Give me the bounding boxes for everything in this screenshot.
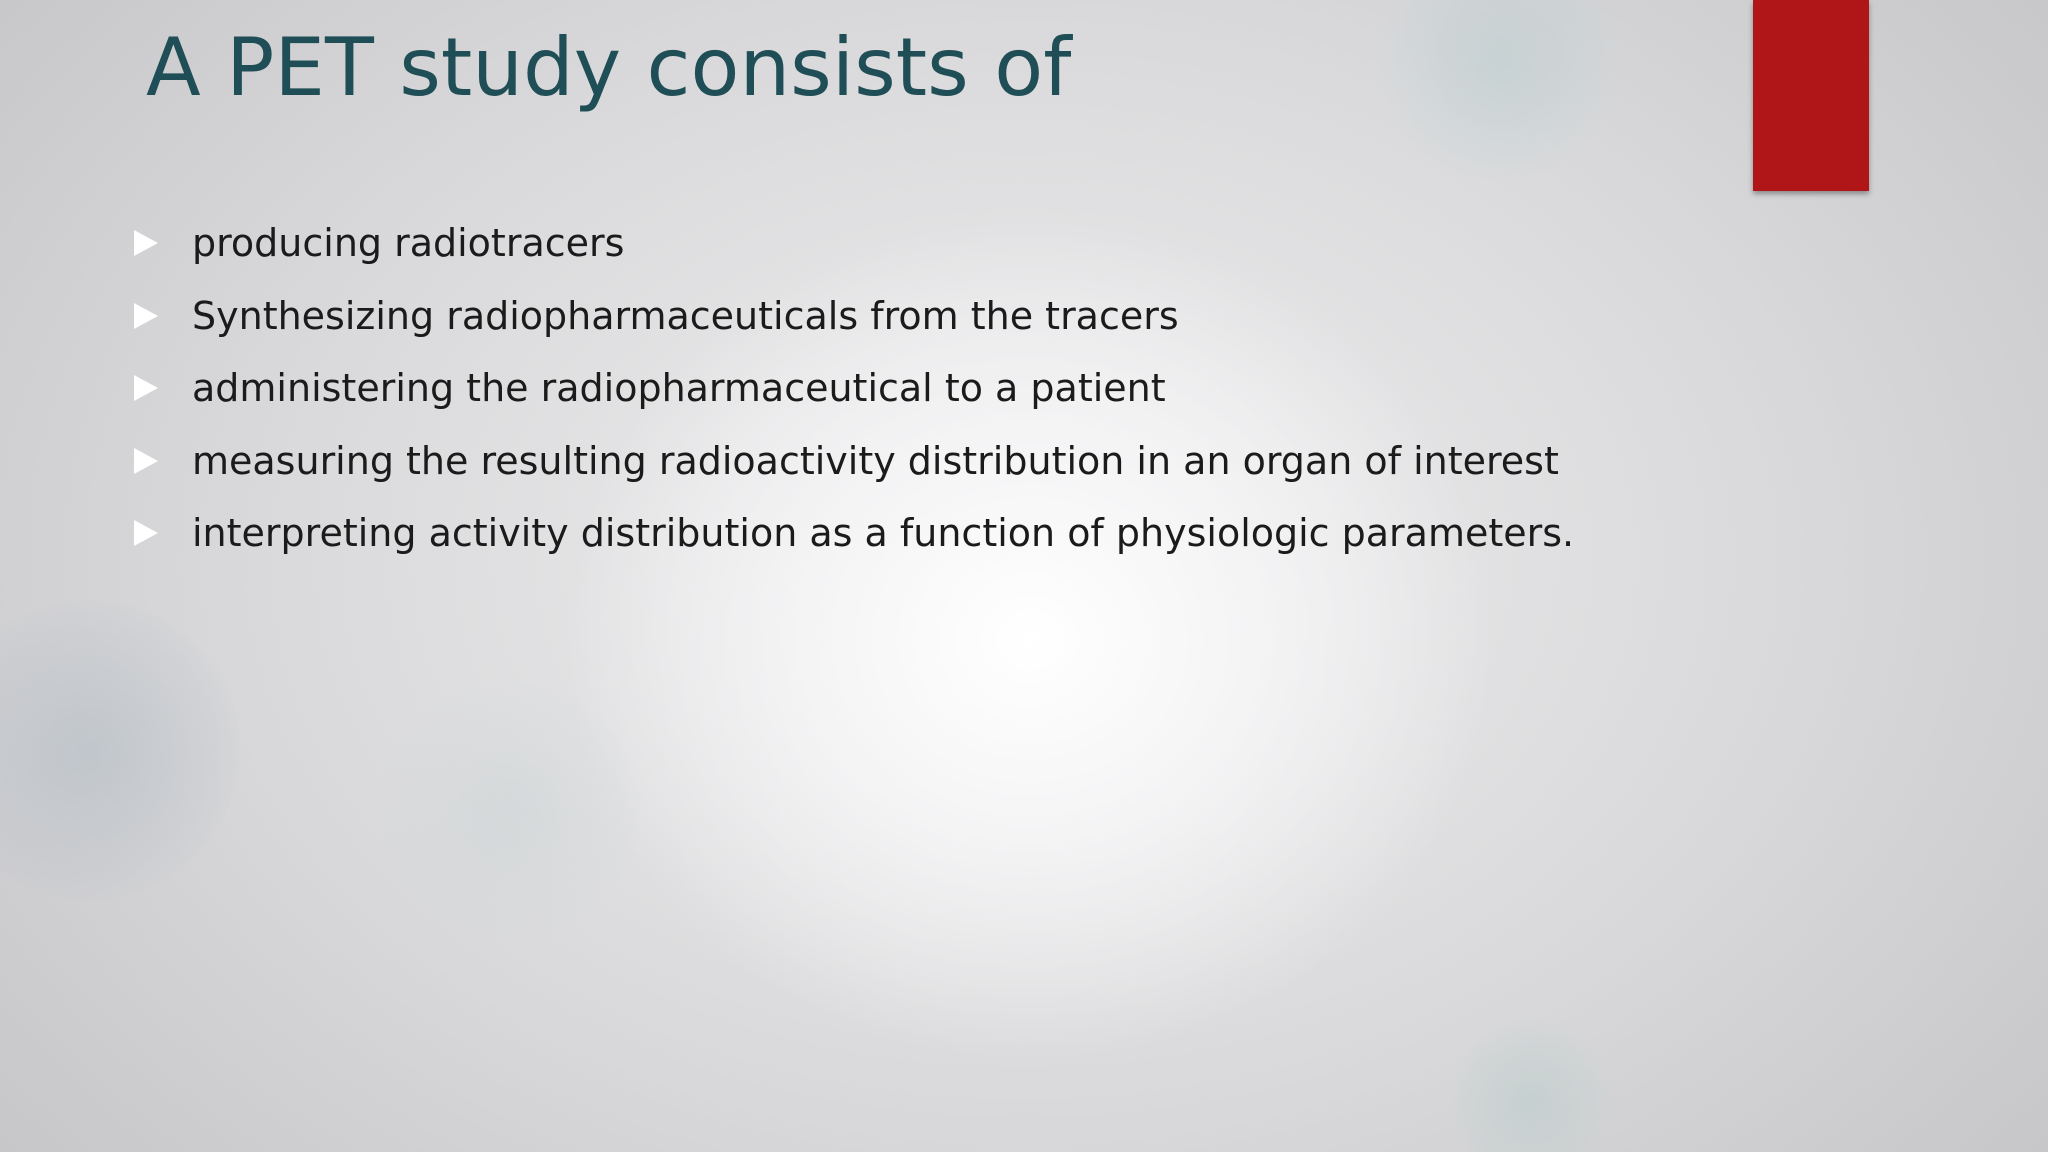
bullet-item: [134, 207, 1634, 280]
bullet-text: producing radiotracers: [192, 221, 625, 266]
bullet-text: administering the radiopharmaceutical to a patient: [192, 366, 1166, 411]
bullet-item: [134, 425, 1634, 498]
background-bokeh: [1450, 1020, 1610, 1152]
bullet-item: [134, 280, 1634, 353]
background-bokeh: [0, 600, 240, 900]
triangle-right-icon: [134, 230, 158, 256]
background-bokeh: [1380, 0, 1620, 180]
bullet-text: interpreting activity distribution as a function of physiologic parameters.: [192, 511, 1575, 556]
triangle-right-icon: [134, 303, 158, 329]
bullet-item: [134, 497, 1634, 570]
background-bokeh: [380, 680, 640, 940]
bullet-item: [134, 352, 1634, 425]
slide-title: A PET study consists of: [146, 21, 1072, 114]
triangle-right-icon: [134, 448, 158, 474]
bullet-list: [134, 207, 1634, 570]
bullet-text: Synthesizing radiopharmaceuticals from the tracers: [192, 293, 1179, 338]
triangle-right-icon: [134, 375, 158, 401]
accent-tab: [1753, 0, 1869, 191]
bullet-text: measuring the resulting radioactivity distribution in an organ of interest: [192, 438, 1559, 483]
triangle-right-icon: [134, 520, 158, 546]
